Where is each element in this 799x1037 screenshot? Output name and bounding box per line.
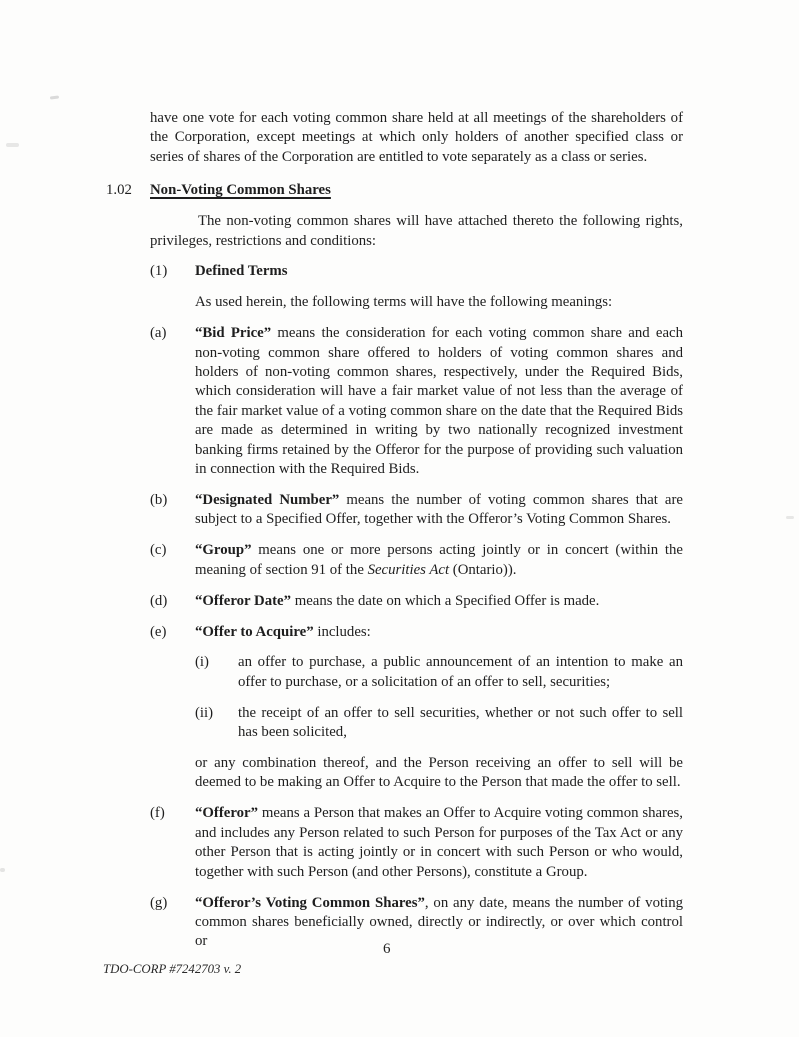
definition-label: (d) — [150, 592, 168, 609]
defined-term: “Bid Price” — [195, 325, 272, 342]
sub-item-ii — [150, 704, 683, 743]
scan-artifact — [50, 95, 59, 99]
defined-term: “Offeror’s Voting Common Shares” — [195, 894, 425, 911]
defined-term: “Group” — [195, 542, 252, 559]
definition-item-f — [150, 804, 683, 882]
subsection-heading — [150, 262, 683, 281]
statute-name: Securities Act — [367, 561, 450, 578]
hanging-paragraph: or any combination thereof, and the Person receiving an offer to sell will be deemed to be making an Offer to Acquire to the Person that made the offer to sell. — [195, 755, 683, 791]
defined-term: “Offeror” — [195, 805, 258, 822]
definition-text: means the date on which a Specified Offer is made. — [291, 592, 600, 609]
definition-label: (b) — [150, 492, 168, 508]
subsection-label: (1) — [150, 263, 168, 280]
definition-item-d — [150, 592, 683, 611]
page-number: 6 — [383, 941, 391, 957]
definition-text: includes: — [313, 623, 371, 640]
definition-label: (f) — [150, 805, 165, 822]
document-id-footer: TDO-CORP #7242703 v. 2 — [103, 962, 242, 976]
defined-term: “Designated Number” — [195, 492, 340, 508]
defined-term: “Offer to Acquire” — [195, 623, 314, 640]
definition-label: (g) — [150, 894, 168, 911]
section-heading — [106, 181, 683, 200]
definition-label: (c) — [150, 542, 167, 559]
sub-item-label: (ii) — [195, 704, 214, 721]
definition-item-g — [150, 894, 683, 952]
definition-item-c — [150, 541, 683, 580]
definition-text: means a Person that makes an Offer to Acquire voting common shares, and includes any Person related to such Person for purposes of the Tax Act or any other Person that is acting jointly or in concert with such Person or who would, together with such Person (and other Persons), constitute a Group. — [195, 805, 683, 880]
sub-item-text: the receipt of an offer to sell securities, whether or not such offer to sell has been solicited, — [238, 704, 683, 741]
definition-label: (e) — [150, 623, 167, 640]
defined-term: “Offeror Date” — [195, 592, 292, 609]
sub-item-i — [150, 653, 683, 692]
section-number: 1.02 — [106, 182, 132, 199]
definition-text: (Ontario)). — [449, 561, 517, 578]
document-body — [106, 109, 683, 952]
intro-paragraph: have one vote for each voting common share held at all meetings of the shareholders of the Corporation, except meetings at which only holders of another specified class or series of shares of the Corporation are entitled to vote separately as a class or series. — [150, 110, 683, 165]
scan-artifact — [0, 868, 5, 872]
definition-text: means the consideration for each voting common share and each non-voting common share offered to holders of voting common shares and holders of non-voting common shares, respectively, under the Required Bids, which consideration will have a fair market value of not less than the average of the fair market value of a voting common share on the date that the Required Bids are made as determined in writing by two nationally recognized investment banking firms retained by the Offeror for the purpose of providing such valuation in connection with the Required Bids. — [195, 325, 683, 478]
section-title: Non-Voting Common Shares — [150, 182, 331, 199]
definition-item-b — [150, 491, 683, 530]
scan-artifact — [6, 143, 19, 147]
subsection-title: Defined Terms — [195, 263, 288, 280]
definition-text: means one or more persons acting jointly or in concert (within the meaning of section 91 of the — [195, 542, 683, 578]
definition-item-e — [150, 623, 683, 642]
definition-item-a — [150, 324, 683, 479]
subsection-intro: As used herein, the following terms will have the following meanings: — [195, 294, 613, 311]
sub-item-text: an offer to purchase, a public announcement of an intention to make an offer to purchase, or a solicitation of an offer to sell, securities; — [238, 654, 683, 690]
definition-label: (a) — [150, 325, 167, 342]
scan-artifact — [786, 516, 794, 519]
definition-text: , on any date, means the number of voting common shares beneficially owned, directly or indirectly, or over which control or — [195, 894, 683, 950]
definition-text: means the number of voting common shares that are subject to a Specified Offer, together with the Offeror’s Voting Common Shares. — [195, 492, 683, 528]
section-lead-paragraph: The non-voting common shares will have attached thereto the following rights, privileges, restrictions and conditions: — [150, 213, 683, 249]
sub-item-label: (i) — [195, 654, 209, 671]
